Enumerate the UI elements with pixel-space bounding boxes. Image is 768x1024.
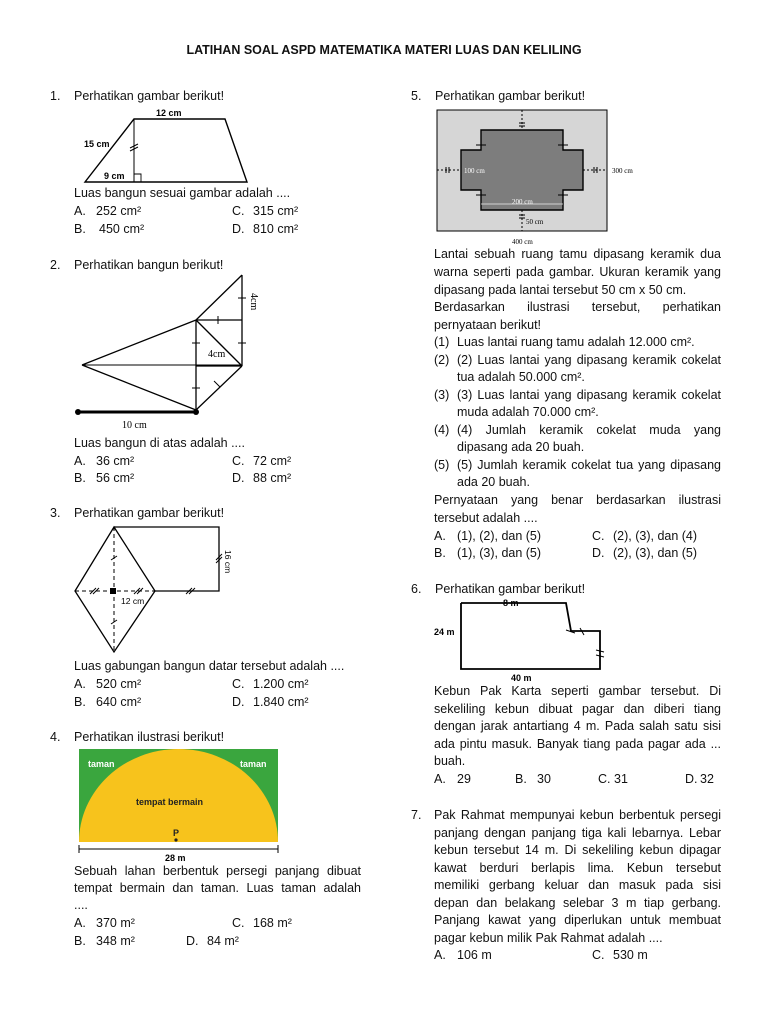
q3-opt-c-letter: C. [232,677,245,691]
q2-question: Luas bangun di atas adalah .... [74,436,245,450]
q4-opt-b: 348 m² [96,934,135,948]
q6-opt-d: 32 [700,772,714,786]
q1-opt-a: 252 cm² [96,204,142,218]
q4-line-1: Sebuah lahan berbentuk persegi panjang dibuat [74,864,361,878]
q6-line-1: Kebun Pak Karta seperti gambar tersebut. Di [434,684,721,698]
q5-stmt-5: (5) Jumlah keramik cokelat tua yang dipasang [457,458,721,472]
q3-opt-c: 1.200 cm² [253,677,309,691]
q3-question: Luas gabungan bangun datar tersebut adalah .... [74,659,345,673]
q5-stmt-5-num: (5) [434,458,450,472]
q5-opt-a: (1), (2), dan (5) [457,529,542,543]
q7-opt-a: 106 m [457,948,492,962]
q6-label-top: 8 m [503,598,519,608]
page-title: LATIHAN SOAL ASPD MATEMATIKA MATERI LUAS DAN KELILING [186,43,582,57]
q7-line-7: Panjang kawat yang diperlukan untuk membuat [434,913,721,927]
q5-stmt-2-cont: tua adalah 50.000 cm². [457,370,585,384]
q2-opt-a: 36 cm² [96,454,135,468]
q7-number: 7. [411,808,422,822]
q7-line-6: depan dan belakang selebar 3 m tiap gerbang. [434,896,721,910]
q5-stmt-4-num: (4) [434,423,450,437]
q2-opt-c: 72 cm² [253,454,292,468]
q6-opt-b: 30 [537,772,551,786]
q5-label-small: 50 cm [526,218,544,226]
q7-line-1: Pak Rahmat mempunyai kebun berbentuk persegi [434,808,721,822]
q7-line-8: pagar kebun milik Pak Rahmat adalah .... [434,931,663,945]
q4-label-garden-left: taman [88,759,115,769]
q5-opt-c: (2), (3), dan (4) [613,529,698,543]
q5-opt-a-letter: A. [434,529,446,543]
q6-opt-b-letter: B. [515,772,527,786]
q6-prompt: Perhatikan gambar berikut! [435,582,586,596]
q2-label-base: 10 cm [122,420,147,431]
q5-label-right: 300 cm [612,167,633,175]
q2-opt-b-letter: B. [74,471,86,485]
q1-label-side: 15 cm [84,139,110,149]
q5-stmt-4: (4) Jumlah keramik cokelat muda yang [457,423,721,437]
q7-opt-a-letter: A. [434,948,446,962]
q1-opt-c-letter: C. [232,204,245,218]
q3-opt-a: 520 cm² [96,677,142,691]
q2-prompt: Perhatikan bangun berikut! [74,258,224,272]
q6-label-bottom: 40 m [511,673,532,683]
q1-opt-d-letter: D. [232,222,245,236]
q5-opt-d: (2), (3), dan (5) [613,546,698,560]
q5-number: 5. [411,89,422,103]
q3-opt-d-letter: D. [232,695,245,709]
q6-number: 6. [411,582,422,596]
q2-opt-a-letter: A. [74,454,86,468]
q6-line-2: sekeliling kebun dibuat pagar dan diberi tiang [434,702,721,716]
q4-opt-d-letter: D. [186,934,199,948]
q2-opt-d: 88 cm² [253,471,292,485]
q5-stmt-4-cont: dipasang ada 20 buah. [457,440,585,454]
q5-line-1: Lantai sebuah ruang tamu dipasang keramik dua [434,247,721,261]
q1-label-bottom: 9 cm [104,171,125,181]
q2-opt-c-letter: C. [232,454,245,468]
q1-number: 1. [50,89,61,103]
q5-stmt-3-num: (3) [434,388,450,402]
q5-line-3: dipasang pada lantai tersebut 50 cm x 50 cm. [434,283,687,297]
q4-label-width: 28 m [165,853,186,863]
q7-line-2: panjang dengan panjang tiga kali lebarnya. Lebar [434,826,721,840]
q5-stmt-2: (2) Luas lantai yang dipasang keramik cokelat [457,353,721,367]
q5-line-4: Berdasarkan ilustrasi tersebut, perhatikan [434,300,721,314]
q4-line-2: tempat bermain dan taman. Luas taman adalah [74,881,361,895]
q6-opt-c-letter: C. [598,772,611,786]
q3-opt-b: 640 cm² [96,695,142,709]
q4-opt-c-letter: C. [232,916,245,930]
q5-label-mid: 200 cm [512,198,533,206]
q2-opt-d-letter: D. [232,471,245,485]
q5-stmt-3: (3) Luas lantai yang dipasang keramik cokelat [457,388,721,402]
q4-label-point: P [173,828,180,838]
q5-line-5: pernyataan berikut! [434,318,542,332]
q6-label-left: 24 m [434,627,455,637]
q5-opt-b-letter: B. [434,546,446,560]
q4-number: 4. [50,730,61,744]
q3-number: 3. [50,506,61,520]
q6-line-5: buah. [434,754,466,768]
q5-opt-b: (1), (3), dan (5) [457,546,542,560]
q4-opt-a: 370 m² [96,916,135,930]
q3-opt-a-letter: A. [74,677,86,691]
q5-line-2: warna seperti pada gambar. Ukuran keramik yang [434,265,721,279]
q5-closing-1: Pernyataan yang benar berdasarkan ilustrasi [434,493,721,507]
q3-prompt: Perhatikan gambar berikut! [74,506,225,520]
q4-opt-c: 168 m² [253,916,292,930]
q4-label-garden-right: taman [240,759,267,769]
q7-line-5: memiliki gerbang keluar dan masuk pada sisi [434,878,721,892]
q4-label-play: tempat bermain [136,797,204,807]
q5-opt-d-letter: D. [592,546,605,560]
q1-opt-a-letter: A. [74,204,86,218]
q2-number: 2. [50,258,61,272]
q1-prompt: Perhatikan gambar berikut! [74,89,225,103]
q6-opt-c: 31 [614,772,628,786]
q6-line-4: ada pintu masuk. Banyak tiang pada pagar ada ... [434,737,721,751]
q6-line-3: dengan jarak antartiang 4 m. Pada salah satu sisi [434,719,721,733]
q4-opt-b-letter: B. [74,934,86,948]
q3-label-mid: 12 cm [121,596,145,606]
q6-opt-a-letter: A. [434,772,446,786]
q2-label-vert: 4cm [248,293,259,311]
q1-label-top: 12 cm [156,108,182,118]
q5-stmt-2-num: (2) [434,353,450,367]
q5-stmt-5-cont: ada 20 buah. [457,475,530,489]
q5-closing-2: tersebut adalah .... [434,511,538,525]
q1-question: Luas bangun sesuai gambar adalah .... [74,186,291,200]
q7-line-3: kebun tersebut 14 m. Di sekeliling kebun dipagar [434,843,721,857]
q5-stmt-1: Luas lantai ruang tamu adalah 12.000 cm². [457,335,695,349]
q4-prompt: Perhatikan ilustrasi berikut! [74,730,225,744]
q1-opt-b: 450 cm² [99,222,145,236]
q5-label-left: 100 cm [464,167,485,175]
q7-opt-c: 530 m [613,948,648,962]
q3-opt-b-letter: B. [74,695,86,709]
q4-opt-a-letter: A. [74,916,86,930]
q6-opt-d-letter: D. [685,772,698,786]
q7-opt-c-letter: C. [592,948,605,962]
q2-opt-b: 56 cm² [96,471,135,485]
q6-opt-a: 29 [457,772,471,786]
q5-label-bottom: 400 cm [512,238,533,246]
q2-label-mid: 4cm [208,349,226,360]
q7-line-4: kawat berduri berlapis lima. Kebun tersebut [434,861,721,875]
q1-opt-d: 810 cm² [253,222,299,236]
q3-label-side: 16 cm [223,550,233,574]
q1-opt-b-letter: B. [74,222,86,236]
q5-opt-c-letter: C. [592,529,605,543]
q4-opt-d: 84 m² [207,934,239,948]
q5-stmt-3-cont: muda adalah 70.000 cm². [457,405,599,419]
q4-line-3: .... [74,898,88,912]
q1-opt-c: 315 cm² [253,204,299,218]
q5-prompt: Perhatikan gambar berikut! [435,89,586,103]
q3-opt-d: 1.840 cm² [253,695,309,709]
q5-stmt-1-num: (1) [434,335,450,349]
